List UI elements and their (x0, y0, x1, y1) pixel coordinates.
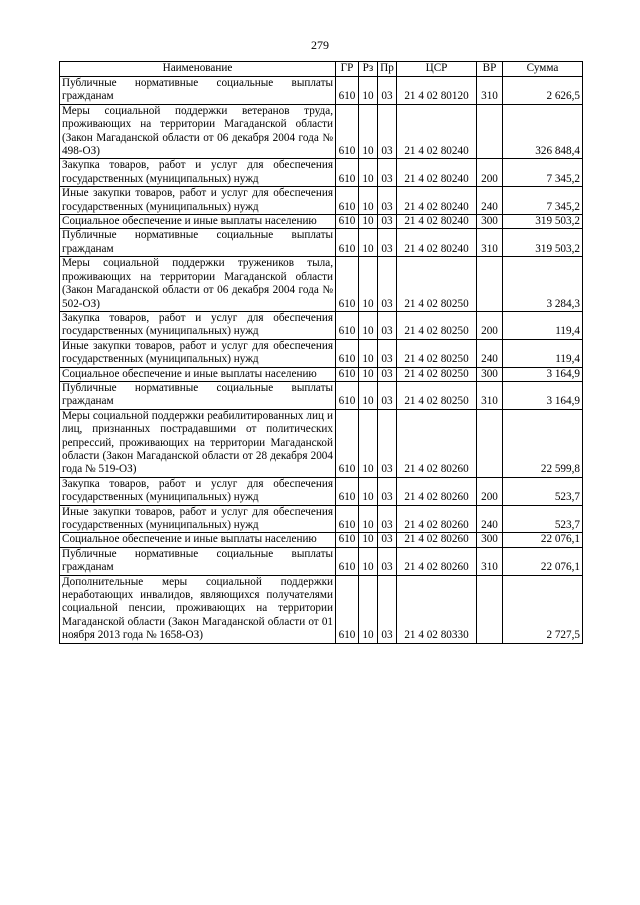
cell-csr: 21 4 02 80250 (397, 367, 477, 381)
cell-pr: 03 (378, 104, 397, 159)
cell-rz: 10 (359, 159, 378, 187)
table-row (60, 575, 583, 643)
cell-name: Публичные нормативные социальные выплаты гражданам (60, 381, 336, 409)
cell-rz: 10 (359, 505, 378, 533)
cell-gr: 610 (336, 367, 359, 381)
cell-sum: 119,4 (503, 339, 583, 367)
cell-csr: 21 4 02 80240 (397, 159, 477, 187)
cell-pr: 03 (378, 339, 397, 367)
cell-rz: 10 (359, 533, 378, 547)
cell-gr: 610 (336, 77, 359, 105)
cell-rz: 10 (359, 547, 378, 575)
cell-gr: 610 (336, 187, 359, 215)
cell-sum: 523,7 (503, 477, 583, 505)
cell-vr: 240 (477, 339, 503, 367)
cell-csr: 21 4 02 80260 (397, 547, 477, 575)
cell-vr (477, 575, 503, 643)
cell-rz: 10 (359, 367, 378, 381)
cell-sum: 7 345,2 (503, 159, 583, 187)
cell-gr: 610 (336, 477, 359, 505)
cell-pr: 03 (378, 367, 397, 381)
cell-csr: 21 4 02 80250 (397, 381, 477, 409)
cell-sum: 319 503,2 (503, 229, 583, 257)
table-row (60, 77, 583, 105)
cell-vr: 240 (477, 505, 503, 533)
cell-name: Социальное обеспечение и иные выплаты населению (60, 533, 336, 547)
column-header-pr: Пр (378, 62, 397, 77)
cell-rz: 10 (359, 187, 378, 215)
cell-pr: 03 (378, 477, 397, 505)
cell-csr: 21 4 02 80260 (397, 477, 477, 505)
cell-pr: 03 (378, 533, 397, 547)
table-row (60, 477, 583, 505)
cell-gr: 610 (336, 159, 359, 187)
column-header-sum: Сумма (503, 62, 583, 77)
cell-gr: 610 (336, 547, 359, 575)
cell-rz: 10 (359, 77, 378, 105)
cell-rz: 10 (359, 311, 378, 339)
column-header-name: Наименование (60, 62, 336, 77)
cell-sum: 22 076,1 (503, 533, 583, 547)
cell-name: Закупка товаров, работ и услуг для обеспечения государственных (муниципальных) нужд (60, 477, 336, 505)
cell-rz: 10 (359, 575, 378, 643)
cell-pr: 03 (378, 187, 397, 215)
cell-csr: 21 4 02 80260 (397, 505, 477, 533)
cell-sum: 319 503,2 (503, 215, 583, 229)
table-row (60, 257, 583, 312)
cell-name: Публичные нормативные социальные выплаты гражданам (60, 77, 336, 105)
cell-csr: 21 4 02 80240 (397, 104, 477, 159)
table-row (60, 409, 583, 477)
cell-vr: 300 (477, 215, 503, 229)
cell-rz: 10 (359, 381, 378, 409)
cell-name: Меры социальной поддержки тружеников тыла, проживающих на территории Магаданской области (Закон Магаданской области от 06 декабря 2004 года № 502-ОЗ) (60, 257, 336, 312)
cell-csr: 21 4 02 80330 (397, 575, 477, 643)
cell-vr: 200 (477, 477, 503, 505)
cell-name: Социальное обеспечение и иные выплаты населению (60, 367, 336, 381)
table-body (60, 77, 583, 644)
cell-pr: 03 (378, 575, 397, 643)
cell-csr: 21 4 02 80120 (397, 77, 477, 105)
cell-gr: 610 (336, 257, 359, 312)
cell-vr (477, 257, 503, 312)
cell-gr: 610 (336, 311, 359, 339)
cell-vr: 240 (477, 187, 503, 215)
column-header-rz: Рз (359, 62, 378, 77)
table-row (60, 229, 583, 257)
cell-sum: 22 076,1 (503, 547, 583, 575)
cell-name: Социальное обеспечение и иные выплаты населению (60, 215, 336, 229)
column-header-vr: ВР (477, 62, 503, 77)
cell-name: Иные закупки товаров, работ и услуг для обеспечения государственных (муниципальных) нужд (60, 505, 336, 533)
cell-name: Закупка товаров, работ и услуг для обеспечения государственных (муниципальных) нужд (60, 311, 336, 339)
cell-rz: 10 (359, 229, 378, 257)
cell-vr: 200 (477, 311, 503, 339)
cell-gr: 610 (336, 505, 359, 533)
cell-pr: 03 (378, 159, 397, 187)
cell-sum: 22 599,8 (503, 409, 583, 477)
cell-rz: 10 (359, 477, 378, 505)
table-header-row (60, 62, 583, 77)
cell-csr: 21 4 02 80250 (397, 339, 477, 367)
cell-pr: 03 (378, 311, 397, 339)
cell-pr: 03 (378, 215, 397, 229)
cell-gr: 610 (336, 409, 359, 477)
cell-pr: 03 (378, 547, 397, 575)
cell-vr (477, 409, 503, 477)
cell-gr: 610 (336, 104, 359, 159)
table-row (60, 187, 583, 215)
cell-vr: 200 (477, 159, 503, 187)
cell-pr: 03 (378, 77, 397, 105)
cell-gr: 610 (336, 381, 359, 409)
cell-gr: 610 (336, 215, 359, 229)
cell-csr: 21 4 02 80250 (397, 257, 477, 312)
column-header-csr: ЦСР (397, 62, 477, 77)
cell-rz: 10 (359, 339, 378, 367)
table-row (60, 159, 583, 187)
cell-vr: 310 (477, 547, 503, 575)
cell-gr: 610 (336, 229, 359, 257)
cell-rz: 10 (359, 215, 378, 229)
cell-name: Публичные нормативные социальные выплаты гражданам (60, 547, 336, 575)
cell-csr: 21 4 02 80250 (397, 311, 477, 339)
cell-pr: 03 (378, 505, 397, 533)
cell-vr: 300 (477, 367, 503, 381)
cell-rz: 10 (359, 257, 378, 312)
cell-sum: 2 727,5 (503, 575, 583, 643)
cell-csr: 21 4 02 80260 (397, 533, 477, 547)
budget-table (59, 61, 583, 644)
cell-pr: 03 (378, 381, 397, 409)
table-row (60, 533, 583, 547)
table-row (60, 381, 583, 409)
cell-sum: 3 284,3 (503, 257, 583, 312)
cell-rz: 10 (359, 409, 378, 477)
cell-rz: 10 (359, 104, 378, 159)
table-row (60, 547, 583, 575)
cell-sum: 326 848,4 (503, 104, 583, 159)
cell-vr: 310 (477, 381, 503, 409)
table-row (60, 215, 583, 229)
cell-csr: 21 4 02 80260 (397, 409, 477, 477)
column-header-gr: ГР (336, 62, 359, 77)
table-row (60, 311, 583, 339)
table-row (60, 104, 583, 159)
cell-gr: 610 (336, 533, 359, 547)
table-row (60, 505, 583, 533)
table-row (60, 367, 583, 381)
cell-gr: 610 (336, 575, 359, 643)
cell-name: Меры социальной поддержки ветеранов труда, проживающих на территории Магаданской области (Закон Магаданской области от 06 декабря 2004 года № 498-ОЗ) (60, 104, 336, 159)
cell-name: Меры социальной поддержки реабилитированных лиц и лиц, признанных пострадавшими от политических репрессий, проживающих на территории Магаданской области (Закон Магаданской области от 28 декабря 2004 года № 519-ОЗ) (60, 409, 336, 477)
cell-gr: 610 (336, 339, 359, 367)
cell-name: Иные закупки товаров, работ и услуг для обеспечения государственных (муниципальных) нужд (60, 187, 336, 215)
cell-csr: 21 4 02 80240 (397, 215, 477, 229)
cell-vr: 310 (477, 77, 503, 105)
cell-sum: 523,7 (503, 505, 583, 533)
cell-name: Иные закупки товаров, работ и услуг для обеспечения государственных (муниципальных) нужд (60, 339, 336, 367)
cell-vr: 310 (477, 229, 503, 257)
cell-sum: 2 626,5 (503, 77, 583, 105)
cell-pr: 03 (378, 229, 397, 257)
cell-pr: 03 (378, 409, 397, 477)
cell-vr (477, 104, 503, 159)
cell-sum: 7 345,2 (503, 187, 583, 215)
cell-csr: 21 4 02 80240 (397, 229, 477, 257)
cell-sum: 119,4 (503, 311, 583, 339)
cell-name: Закупка товаров, работ и услуг для обеспечения государственных (муниципальных) нужд (60, 159, 336, 187)
cell-csr: 21 4 02 80240 (397, 187, 477, 215)
cell-vr: 300 (477, 533, 503, 547)
cell-sum: 3 164,9 (503, 381, 583, 409)
cell-name: Публичные нормативные социальные выплаты гражданам (60, 229, 336, 257)
cell-sum: 3 164,9 (503, 367, 583, 381)
cell-pr: 03 (378, 257, 397, 312)
page-number: 279 (311, 38, 329, 52)
cell-name: Дополнительные меры социальной поддержки неработающих инвалидов, являющихся получателями социальной пенсии, проживающих на территории Магаданской области (Закон Магаданской области от 01 ноября 2013 года № 1658-ОЗ) (60, 575, 336, 643)
table-row (60, 339, 583, 367)
